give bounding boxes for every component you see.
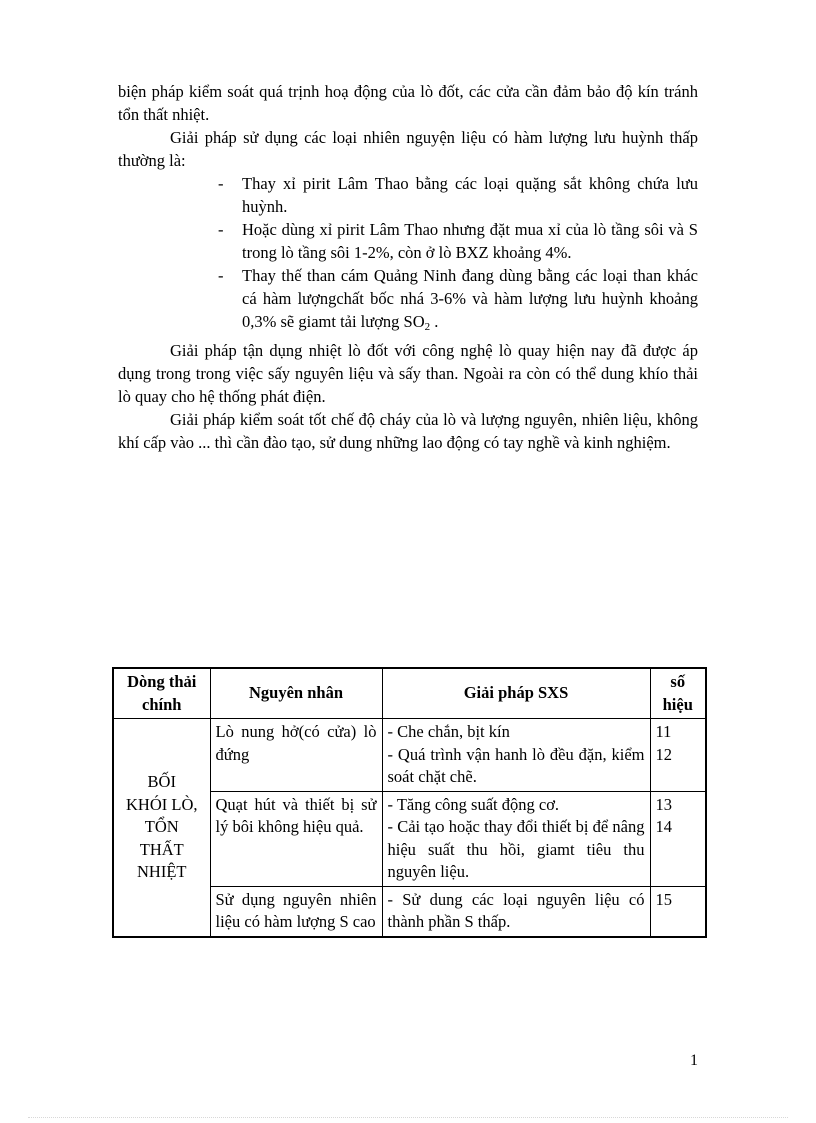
solution-cell: - Che chắn, bịt kín - Quá trình vận hanh lò đều đặn, kiểm soát chặt chẽ. <box>382 719 650 792</box>
body-text <box>118 80 698 454</box>
paragraph-low-sulfur-intro: Giải pháp sử dụng các loại nhiên nguyện liệu có hàm lượng lưu huỳnh thấp thường là: <box>118 128 698 170</box>
header-waste-stream: Dòng thải chính <box>113 668 210 719</box>
list-item-text: Thay xỉ pirit Lâm Thao bằng các loại quặng sắt không chứa lưu huỳnh. <box>242 174 698 216</box>
cause-cell: Sử dụng nguyên nhiên liệu có hàm lượng S cao <box>210 886 382 937</box>
paragraph-kiln-control: biện pháp kiểm soát quá trịnh hoạ động của lò đốt, các cửa cần đảm bảo độ kín tránh tổn thất nhiệt. <box>118 82 698 124</box>
low-sulfur-list <box>118 172 698 339</box>
number-cell: 11 12 <box>650 719 706 792</box>
table-row <box>113 719 706 792</box>
list-item: - Hoặc dùng xỉ pirit Lâm Thao nhưng đặt mua xỉ của lò tầng sôi và S trong lò tầng sôi 1-2%, còn ở lò BXZ khoảng 4%. <box>218 220 698 262</box>
page-number: 1 <box>690 1052 698 1069</box>
cause-cell: Lò nung hở(có cửa) lò đứng <box>210 719 382 792</box>
list-item: - Thay xỉ pirit Lâm Thao bằng các loại quặng sắt không chứa lưu huỳnh. <box>218 174 698 216</box>
list-item-text: Hoặc dùng xỉ pirit Lâm Thao nhưng đặt mua xỉ của lò tầng sôi và S trong lò tầng sôi 1-2%, còn ở lò BXZ khoảng 4%. <box>242 220 698 262</box>
header-solution: Giải pháp SXS <box>382 668 650 719</box>
cleaner-production-table <box>112 667 707 938</box>
waste-stream-cell: BỐI KHÓI LÒ, TỔN THẤT NHIỆT <box>113 719 210 937</box>
paragraph-heat-recovery: Giải pháp tận dụng nhiệt lò đốt với công nghệ lò quay hiện nay đã được áp dụng trong trong việc sấy nguyên liệu và sấy than. Ngoài ra còn có thể dung khío thải lò quay cho hệ thống phát điện. <box>118 341 698 406</box>
header-cause: Nguyên nhân <box>210 668 382 719</box>
number-cell: 13 14 <box>650 791 706 886</box>
table-header-row <box>113 668 706 719</box>
list-item-text: Thay thế than cám Quảng Ninh đang dùng bằng các loại than khác cá hàm lượngchất bốc nhá 3-6% và hàm lượng lưu huỳnh khoảng 0,3% sẽ giamt tải lượng SO <box>242 266 698 331</box>
cause-cell: Quạt hút và thiết bị sử lý bôi không hiệu quả. <box>210 791 382 886</box>
solution-cell: - Tăng công suất động cơ. - Cải tạo hoặc thay đổi thiết bị để nâng hiệu suất thu hồi, giamt tiêu thu nguyên liệu. <box>382 791 650 886</box>
footer-divider <box>28 1117 788 1118</box>
solution-cell: - Sử dung các loại nguyên liệu có thành phần S thấp. <box>382 886 650 937</box>
so2-subscript: 2 <box>424 321 431 333</box>
header-number: số hiệu <box>650 668 706 719</box>
number-cell: 15 <box>650 886 706 937</box>
paragraph-combustion-control: Giải pháp kiểm soát tốt chế độ cháy của lò và lượng nguyên, nhiên liệu, không khí cấp vào ... thì cần đào tạo, sử dung những lao động có tay nghề và kinh nghiệm. <box>118 410 698 452</box>
list-item: - Thay thế than cám Quảng Ninh đang dùng bằng các loại than khác cá hàm lượngchất bốc nhá 3-6% và hàm lượng lưu huỳnh khoảng 0,3% sẽ giamt tải lượng $SO_2$ . <box>218 266 698 333</box>
